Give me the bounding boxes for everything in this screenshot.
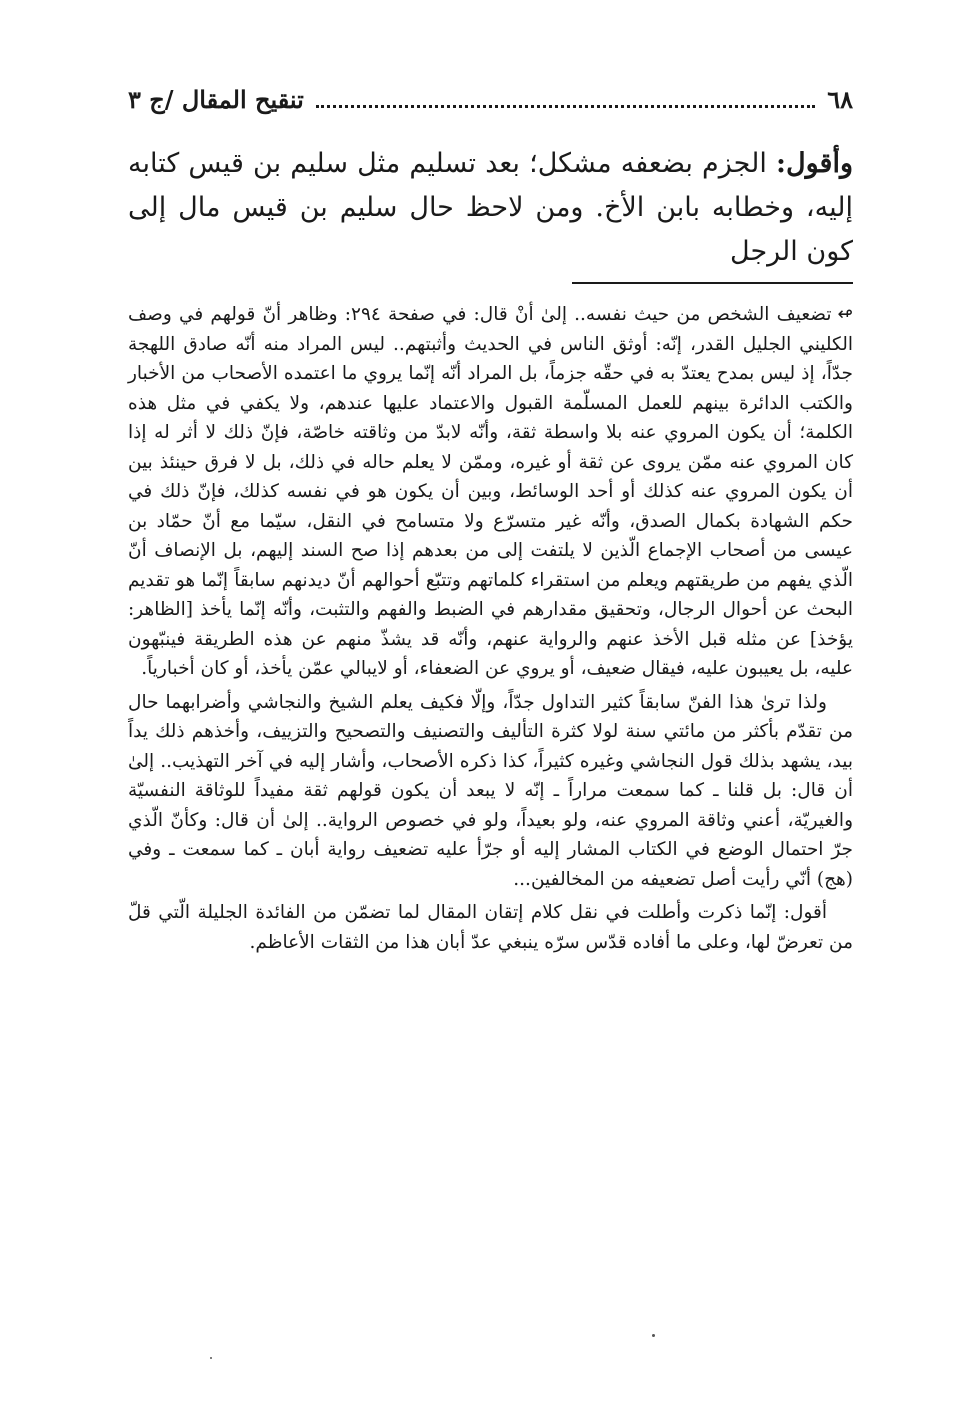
dotted-leader bbox=[316, 91, 815, 108]
footnote-paragraph bbox=[128, 300, 853, 684]
continuation-arrow-icon: ↫ bbox=[837, 304, 853, 325]
footnote-paragraph bbox=[128, 688, 853, 895]
footnote-text: أقول: إنّما ذكرت وأطلت في نقل كلام إتقان المقال لما تضمّن من الفائدة الجليلة الّتي قلّ من تعرضّ لها، وعلى ما أفاده قدّس سرّه ينبغي عدّ أبان هذا من الثقات الأعاظم. bbox=[128, 902, 853, 953]
page-number: ٦٨ bbox=[827, 84, 853, 114]
main-text bbox=[128, 142, 853, 274]
footnote-text: ولذا ترىٰ هذا الفنّ سابقاً كثير التداول جدّاً، وإلّا فكيف يعلم الشيخ والنجاشي وأضرابهما حال من تقدّم بأكثر من مائتي سنة لولا كثرة التأليف والتصنيف والتصحيح والتزييف، وأخذهم ذلك يداً بيد، يشهد بذلك قول النجاشي وغيره كثيراً، كذا ذكره الأصحاب، وأشار إليه في آخر التهذيب.. إلىٰ أن قال: بل قلنا ـ كما سمعت مراراً ـ إنّه لا يبعد أن يكون قولهم ثقة مفيداً للوثاقة النفسيّة والغيريّة، أعني وثاقة المروي عنه، ولو بعيداً، ولو في خصوص الرواية.. إلىٰ أن قال: وكأنّ الّذي جرّ احتمال الوضع في الكتاب المشار إليه أو جرّأ عليه تضعيف رواية أبان ـ كما سمعت ـ وفي (هج) أنّي رأيت أصل تضعيفه من المخالفين... bbox=[128, 691, 853, 890]
footnote-text: تضعيف الشخص من حيث نفسه.. إلىٰ أنْ قال: في صفحة ٢٩٤: وظاهر أنّ قولهم في وصف الكليني الجليل القدر، إنّه: أوثق الناس في الحديث وأثبتهم.. ليس المراد منه أنّه صادق اللهجة جدّاً، إذ ليس بمدح يعتدّ به في حقّه جزماً، بل المراد أنّه إنّما يروي ما اعتمده الأصحاب من الأخبار والكتب الدائرة بينهم للعمل المسلّمة القبول والاعتماد عليها عندهم، ولا يكفي في مثل هذه الكلمة؛ أن يكون المروي عنه بلا واسطة ثقة، وأنّه لابدّ من وثاقته خاصّة، فإنّ ذلك لا أثر له إذا كان المروي عنه ممّن يروى عن ثقة أو غيره، وممّن لا يعلم حاله في ذلك، بل لا فرق حينئذ بين أن يكون المروي عنه كذلك أو أحد الوسائط، وبين أن يكون هو في نفسه كذلك، فإنّ ذلك في حكم الشهادة بكمال الصدق، وأنّه غير متسرّع ولا متسامح في النقل، سيّما مع أنّ حمّاد بن عيسى من أصحاب الإجماع الّذين لا يلتفت إلى من بعدهم إذا صح السند إليهم، بل الإنصاف أنّ الّذي يفهم من طريقتهم ويعلم من استقراء كلماتهم وتتبّع أحوالهم أنّ ديدنهم سابقاً إنّما هو تقديم البحث عن أحوال الرجال، وتحقيق مقدارهم في الضبط والفهم والتثبت، وأنّه إنّما يأخذ [الظاهر: يؤخذ] عن مثله قبل الأخذ عنهم والرواية عنهم، وأنّه قد يشذّ منهم عن هذه الطريقة فينبّهون عليه، بل يعيبون عليه، فيقال ضعيف، أو يروي عن الضعفاء، أو لايبالي عمّن يأخذ، أو كان أخبارياً. bbox=[128, 304, 853, 679]
footnotes bbox=[128, 300, 853, 961]
page-header bbox=[128, 82, 853, 116]
main-text-body: الجزم بضعفه مشكل؛ بعد تسليم مثل سليم بن قيس كتابه إليه، وخطابه بابن الأخ. ومن لاحظ حال سليم بن قيس مال إلى كون الرجل bbox=[128, 148, 853, 267]
footnote-separator bbox=[572, 282, 853, 284]
running-title: تنقيح المقال /ج ٣ bbox=[128, 84, 304, 114]
main-text-lead: وأقول: bbox=[776, 148, 853, 179]
footnote-paragraph bbox=[128, 898, 853, 957]
scan-speck bbox=[652, 1334, 655, 1337]
scan-speck bbox=[210, 1357, 212, 1359]
